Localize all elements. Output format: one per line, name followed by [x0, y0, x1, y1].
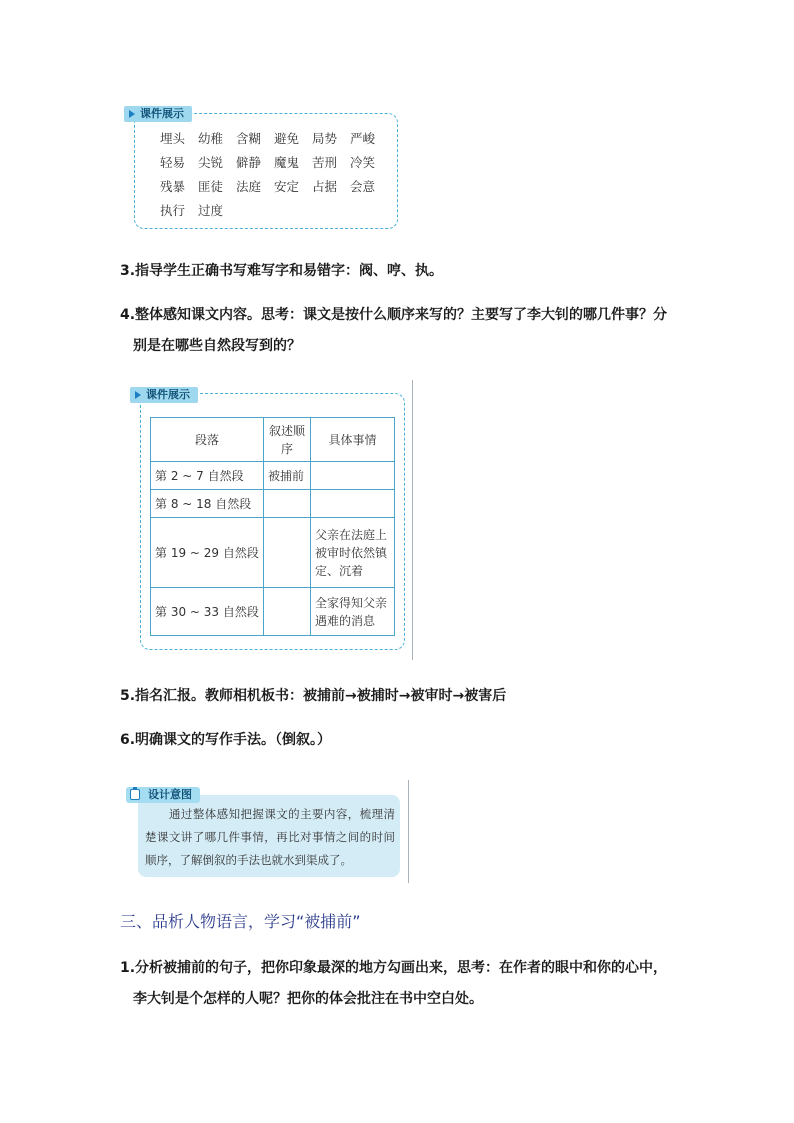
vocab-word: 法庭 [236, 179, 262, 194]
table-row [151, 518, 395, 588]
table-header-cell: 叙述顺序 [264, 418, 311, 462]
vocab-word: 匪徒 [198, 179, 224, 194]
item-4-line-1: 4.整体感知课文内容。思考：课文是按什么顺序来写的？主要写了李大钊的哪几件事？分 [120, 307, 668, 323]
vocab-word: 局势 [312, 131, 338, 146]
vocab-grid [160, 130, 390, 220]
table-cell [264, 588, 311, 636]
vocab-word: 僻静 [236, 155, 262, 170]
design-intent-text: 通过整体感知把握课文的主要内容，梳理清楚课文讲了哪几件事情，再比对事情之间的时间顺序，了解倒叙的手法也就水到渠成了。 [145, 807, 395, 867]
table-row [151, 490, 395, 518]
vocab-word: 避免 [274, 131, 300, 146]
courseware-tag-2-label: 课件展示 [146, 388, 190, 401]
table-cell: 全家得知父亲遇难的消息 [311, 588, 395, 636]
vocab-word: 过度 [198, 203, 224, 218]
table-cell: 第 30 ~ 33 自然段 [151, 588, 264, 636]
play-triangle-icon [129, 110, 135, 118]
courseware-tag-1 [124, 106, 192, 122]
item-5: 5.指名汇报。教师相机板书：被捕前→被捕时→被审时→被害后 [120, 688, 507, 704]
narrative-order-table [150, 417, 395, 636]
vocab-word: 会意 [350, 179, 376, 194]
margin-rule [408, 780, 409, 883]
play-triangle-icon [135, 391, 141, 399]
vocab-word: 严峻 [350, 131, 376, 146]
item-3: 3.指导学生正确书写难写字和易错字：阀、哼、执。 [120, 263, 444, 279]
table-cell [311, 490, 395, 518]
vocab-word: 苦刑 [312, 155, 338, 170]
table-row [151, 588, 395, 636]
table-cell: 父亲在法庭上被审时依然镇定、沉着 [311, 518, 395, 588]
vocab-word: 安定 [274, 179, 300, 194]
design-intent-tag-label: 设计意图 [148, 788, 192, 801]
table-cell [264, 518, 311, 588]
table-cell: 被捕前 [264, 462, 311, 490]
vocab-word: 轻易 [160, 155, 186, 170]
vocab-word: 埋头 [160, 131, 186, 146]
vocab-word: 占据 [312, 179, 338, 194]
vocab-word: 执行 [160, 203, 186, 218]
courseware-tag-2 [130, 387, 198, 403]
vocab-word: 冷笑 [350, 155, 376, 170]
vocab-word: 残暴 [160, 179, 186, 194]
clipboard-icon [130, 789, 140, 800]
item-1-line-1: 1.分析被捕前的句子，把你印象最深的地方勾画出来，思考：在作者的眼中和你的心中， [120, 960, 668, 976]
table-row [151, 462, 395, 490]
table-header-row [151, 418, 395, 462]
item-6: 6.明确课文的写作手法。（倒叙。） [120, 732, 332, 748]
table-header-cell: 段落 [151, 418, 264, 462]
margin-rule [412, 380, 413, 660]
vocab-word: 魔鬼 [274, 155, 300, 170]
table-header-cell: 具体事情 [311, 418, 395, 462]
table-cell [264, 490, 311, 518]
item-4-line-2: 别是在哪些自然段写到的？ [133, 338, 301, 354]
section-3-heading: 三、品析人物语言，学习“被捕前” [120, 912, 361, 931]
table-cell: 第 8 ~ 18 自然段 [151, 490, 264, 518]
courseware-tag-1-label: 课件展示 [140, 107, 184, 120]
vocab-word: 含糊 [236, 131, 262, 146]
vocab-word: 尖锐 [198, 155, 224, 170]
table-cell: 第 19 ~ 29 自然段 [151, 518, 264, 588]
design-intent-tag [126, 787, 200, 803]
table-cell [311, 462, 395, 490]
table-cell: 第 2 ~ 7 自然段 [151, 462, 264, 490]
item-1-line-2: 李大钊是个怎样的人呢？把你的体会批注在书中空白处。 [133, 991, 483, 1007]
vocab-word: 幼稚 [198, 131, 224, 146]
